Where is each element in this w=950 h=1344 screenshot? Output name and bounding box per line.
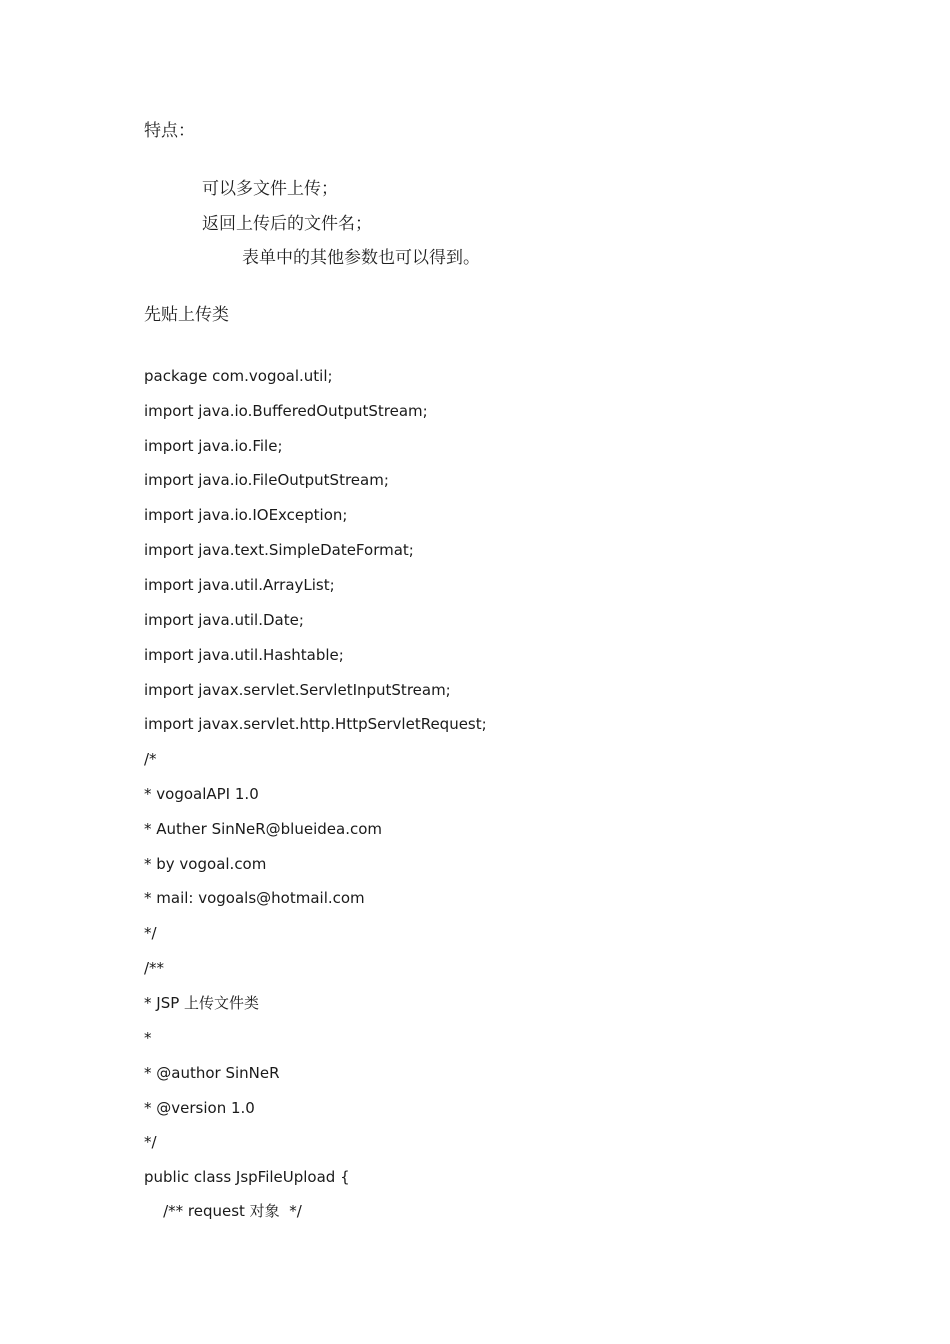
code-line: * — [144, 1029, 152, 1047]
code-line: import java.io.IOException; — [144, 506, 348, 524]
code-line: * mail: vogoals@hotmail.com — [144, 889, 365, 907]
code-line: import java.text.SimpleDateFormat; — [144, 541, 414, 559]
code-line: * @version 1.0 — [144, 1099, 255, 1117]
code-line: */ — [144, 1133, 157, 1151]
feature-item-3: 表单中的其他参数也可以得到。 — [242, 248, 480, 268]
code-line: import java.io.FileOutputStream; — [144, 471, 389, 489]
code-line: import java.io.File; — [144, 437, 283, 455]
code-line: import java.io.BufferedOutputStream; — [144, 402, 428, 420]
code-line: import java.util.Date; — [144, 611, 304, 629]
feature-item-2: 返回上传后的文件名； — [202, 214, 372, 234]
section-title: 先贴上传类 — [144, 305, 229, 325]
code-line: /** — [144, 959, 165, 977]
code-line: * @author SinNeR — [144, 1064, 280, 1082]
code-line: * Auther SinNeR@blueidea.com — [144, 820, 382, 838]
code-line: import java.util.ArrayList; — [144, 576, 335, 594]
code-line: import javax.servlet.ServletInputStream; — [144, 681, 451, 699]
code-line: * by vogoal.com — [144, 855, 267, 873]
code-line: * vogoalAPI 1.0 — [144, 785, 259, 803]
code-line: import javax.servlet.http.HttpServletRequest; — [144, 715, 487, 733]
code-line: public class JspFileUpload { — [144, 1168, 350, 1186]
features-heading: 特点： — [144, 121, 195, 141]
code-line: package com.vogoal.util; — [144, 367, 333, 385]
feature-item-1: 可以多文件上传； — [202, 179, 338, 199]
code-line: */ — [144, 924, 157, 942]
code-line: /** request 对象 */ — [144, 1202, 302, 1220]
code-line: /* — [144, 750, 157, 768]
code-line: * JSP 上传文件类 — [144, 994, 260, 1012]
code-line: import java.util.Hashtable; — [144, 646, 344, 664]
